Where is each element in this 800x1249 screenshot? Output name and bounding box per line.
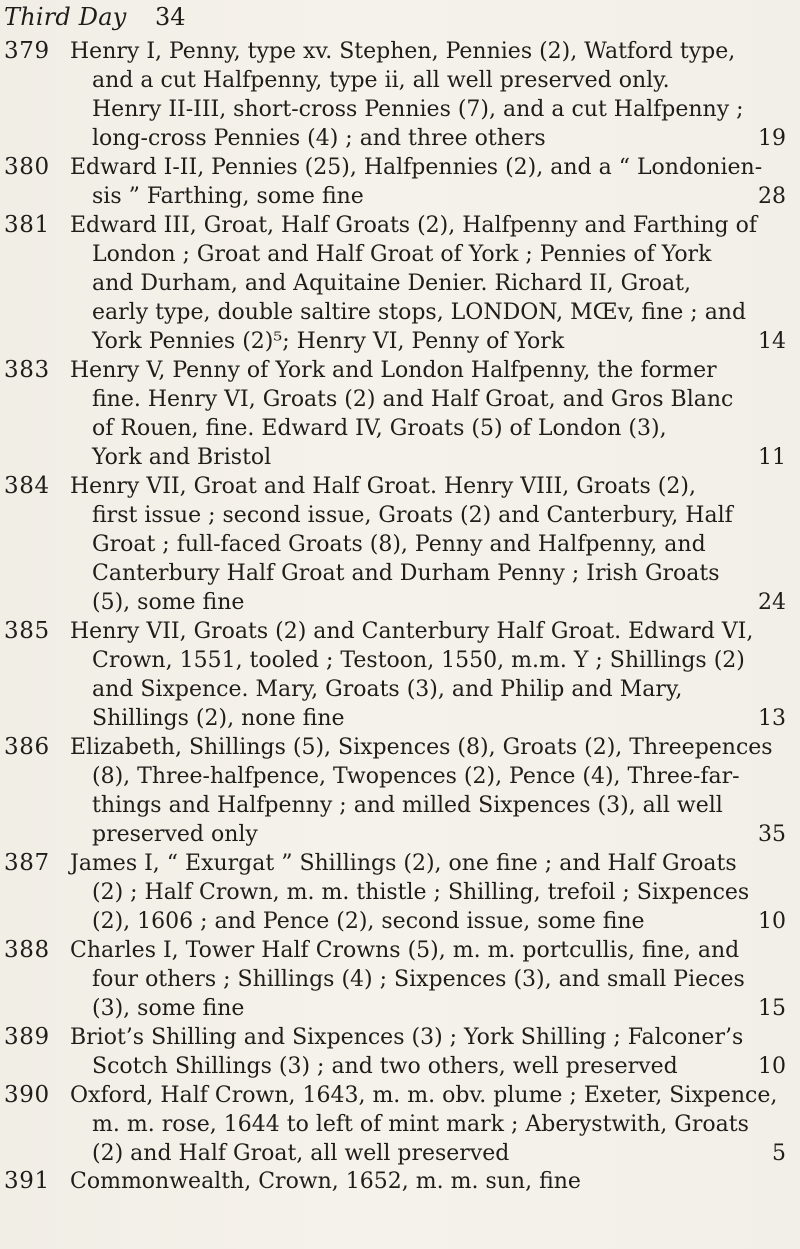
- description-line-text: Scotch Shillings (3) ; and two others, well preserved: [92, 1054, 678, 1079]
- lot-number: 381: [4, 212, 50, 238]
- lot-description: [70, 472, 792, 617]
- lot-description: [70, 1023, 792, 1081]
- lot-description: [70, 733, 792, 849]
- lot-price: 13: [758, 706, 786, 731]
- lot-number: 389: [4, 1024, 50, 1050]
- description-line: Henry I, Penny, type xv. Stephen, Pennies (2), Watford type,: [70, 39, 736, 64]
- lot-description: [70, 617, 792, 733]
- description-line: [70, 1052, 792, 1081]
- description-line: first issue ; second issue, Groats (2) and Canterbury, Half: [92, 503, 733, 528]
- description-line: [70, 182, 792, 211]
- lot-description: [70, 37, 792, 153]
- description-line: [70, 1139, 792, 1168]
- description-line: Henry VII, Groats (2) and Canterbury Half Groat. Edward VI,: [70, 619, 754, 644]
- description-line: Canterbury Half Groat and Durham Penny ; Irish Groats: [92, 561, 720, 586]
- description-line: James I, “ Exurgat ” Shillings (2), one fine ; and Half Groats: [70, 851, 737, 876]
- lot-price: 14: [758, 329, 786, 354]
- lot-price: 5: [772, 1141, 786, 1166]
- lot-price: 11: [758, 445, 786, 470]
- lot-description: [70, 153, 792, 211]
- description-line-text: Shillings (2), none fine: [92, 706, 345, 731]
- lot-number: 385: [4, 618, 50, 644]
- description-line-text: (5), some fine: [92, 590, 245, 615]
- description-line-text: (2) and Half Groat, all well preserved: [92, 1141, 510, 1166]
- description-line: [70, 588, 792, 617]
- description-line: and Durham, and Aquitaine Denier. Richard II, Groat,: [92, 271, 691, 296]
- page-number: 34: [155, 3, 186, 31]
- description-line: [70, 907, 792, 936]
- lot-description: [70, 211, 792, 356]
- lot-price: 28: [758, 184, 786, 209]
- description-line: Charles I, Tower Half Crowns (5), m. m. portcullis, fine, and: [70, 938, 740, 963]
- description-line: (8), Three-halfpence, Twopences (2), Pence (4), Three-far-: [92, 764, 740, 789]
- lot-price: 24: [758, 590, 786, 615]
- description-line: four others ; Shillings (4) ; Sixpences (3), and small Pieces: [92, 967, 745, 992]
- description-line-text: York and Bristol: [92, 445, 272, 470]
- description-line: Edward III, Groat, Half Groats (2), Halfpenny and Farthing of: [70, 213, 758, 238]
- description-line-text: York Pennies (2)⁵; Henry VI, Penny of York: [92, 329, 565, 354]
- description-line: Elizabeth, Shillings (5), Sixpences (8), Groats (2), Threepences: [70, 735, 773, 760]
- page-header: [4, 3, 264, 35]
- description-line: and a cut Halfpenny, type ii, all well preserved only.: [92, 68, 670, 93]
- description-line: [70, 124, 792, 153]
- description-line-text: (2), 1606 ; and Pence (2), second issue, some fine: [92, 909, 645, 934]
- running-title: Third Day: [4, 3, 127, 31]
- description-line-text: sis ” Farthing, some fine: [92, 184, 364, 209]
- description-line: early type, double saltire stops, LONDON, MŒv, fine ; and: [92, 300, 747, 325]
- description-line-text: (3), some fine: [92, 996, 245, 1021]
- description-line: things and Halfpenny ; and milled Sixpences (3), all well: [92, 793, 723, 818]
- lot-number: 384: [4, 473, 50, 499]
- description-line: Oxford, Half Crown, 1643, m. m. obv. plume ; Exeter, Sixpence,: [70, 1083, 778, 1108]
- lot-description: [70, 356, 792, 472]
- lot-price: 35: [758, 822, 786, 847]
- lot-price: 15: [758, 996, 786, 1021]
- lot-price: 10: [758, 1054, 786, 1079]
- lot-number: 383: [4, 357, 50, 383]
- lot-description: [70, 849, 792, 936]
- lot-price: 10: [758, 909, 786, 934]
- description-line: Groat ; full-faced Groats (8), Penny and Halfpenny, and: [92, 532, 706, 557]
- lot-number: 390: [4, 1082, 50, 1108]
- description-line-text: long-cross Pennies (4) ; and three others: [92, 126, 546, 151]
- description-line: London ; Groat and Half Groat of York ; Pennies of York: [92, 242, 712, 267]
- description-line: [70, 704, 792, 733]
- lot-number: 387: [4, 850, 50, 876]
- description-line: fine. Henry VI, Groats (2) and Half Groat, and Gros Blanc: [92, 387, 734, 412]
- lot-number: 386: [4, 734, 50, 760]
- lot-number: 379: [4, 38, 50, 64]
- description-line: Henry II-III, short-cross Pennies (7), and a cut Halfpenny ;: [92, 97, 744, 122]
- description-line: [70, 994, 792, 1023]
- description-line: and Sixpence. Mary, Groats (3), and Philip and Mary,: [92, 677, 683, 702]
- description-line: m. m. rose, 1644 to left of mint mark ; Aberystwith, Groats: [92, 1112, 749, 1137]
- description-line-text: preserved only: [92, 822, 258, 847]
- lot-description: [70, 936, 792, 1023]
- lot-description: [70, 1167, 792, 1196]
- lot-description: [70, 1081, 792, 1168]
- description-line: Henry VII, Groat and Half Groat. Henry VIII, Groats (2),: [70, 474, 696, 499]
- lot-number: 388: [4, 937, 50, 963]
- description-line: of Rouen, fine. Edward IV, Groats (5) of London (3),: [92, 416, 667, 441]
- lot-price: 19: [758, 126, 786, 151]
- description-line: (2) ; Half Crown, m. m. thistle ; Shilling, trefoil ; Sixpences: [92, 880, 750, 905]
- description-line: Edward I-II, Pennies (25), Halfpennies (2), and a “ Londonien-: [70, 155, 763, 180]
- description-line: Commonwealth, Crown, 1652, m. m. sun, fine: [70, 1169, 581, 1194]
- lot-number: 380: [4, 154, 50, 180]
- description-line: [70, 820, 792, 849]
- description-line: Briot’s Shilling and Sixpences (3) ; York Shilling ; Falconer’s: [70, 1025, 744, 1050]
- lot-number: 391: [4, 1168, 50, 1194]
- description-line: Crown, 1551, tooled ; Testoon, 1550, m.m. Y ; Shillings (2): [92, 648, 745, 673]
- description-line: Henry V, Penny of York and London Halfpenny, the former: [70, 358, 717, 383]
- description-line: [70, 443, 792, 472]
- description-line: [70, 327, 792, 356]
